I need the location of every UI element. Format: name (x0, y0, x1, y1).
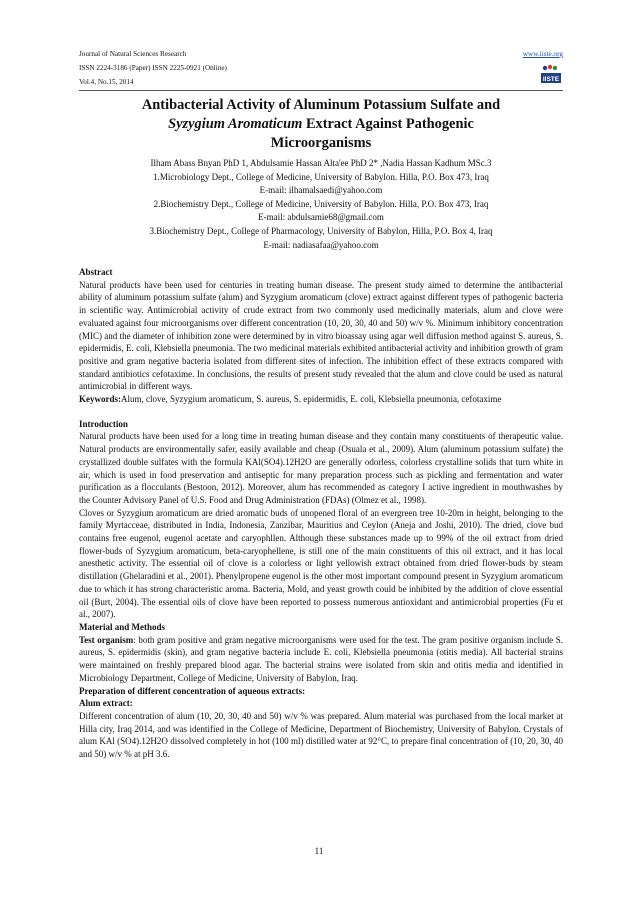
author-block (79, 157, 563, 252)
journal-url-link[interactable]: www.iiste.org (522, 50, 563, 58)
alum-extract-paragraph: Different concentration of alum (10, 20, 30, 40 and 50) w/v % was prepared. Alum material was purchased from the local market at Hilla city, Iraq 2014, and was identified in the College of Medicine, Department of Biochemistry, University of Babylon. Crystals of alum KAl (SO4).12H2O dissolved completely in hot (100 ml) distilled water at 92°C, to prepare final concentration of (10, 20, 30, 40 and 50) w/v % at pH 3.6. (79, 710, 563, 760)
email-1: E-mail: ilhamalsaedi@yahoo.com (259, 185, 383, 196)
affiliation-3: 3.Biochemistry Dept., College of Pharmacology, University of Babylon, Hilla, P.O. Box 4, Iraq (149, 225, 493, 236)
page-number: 11 (314, 846, 324, 856)
email-2: E-mail: abdulsamie68@gmail.com (258, 212, 384, 223)
affiliation-2: 2.Biochemistry Dept., College of Medicine, University of Babylon. Hilla, P.O. Box 473, Iraq (153, 198, 489, 209)
affiliation-1: 1.Microbiology Dept., College of Medicine, University of Babylon. Hilla, P.O. Box 473, Iraq (153, 171, 489, 182)
preparation-heading: Preparation of different concentration of aqueous extracts: (79, 685, 306, 696)
article-title: Antibacterial Activity of Aluminum Potassium Sulfate and Syzygium Aromaticum Extract Against Pathogenic Microorganisms (141, 97, 501, 151)
email-3: E-mail: nadiasafaa@yahoo.com (263, 239, 379, 250)
author-list: Ilham Abass Bnyan PhD 1, Abdulsamie Hassan Alta'ee PhD 2* ,Nadia Hassan Kadhum MSc.3 (150, 158, 492, 168)
introduction-heading: Introduction (79, 418, 128, 429)
introduction-paragraph-1: Natural products have been used for a long time in treating human disease and they contain many constituents of therapeutic value. Natural products are environmentally safer, easily available and cheap (Osuala et al., 2009). Alum (aluminum potassium sulfate) the crystallized double sulfates with the formula KAl(SO4).12H2O are generally odorless, colorless crystalline solids that turn white in air, which is used in food preservation and antiseptic for many preparation process such as pickling and fermentation and water purification as a flocculants (Bestoon, 2012). Moreover, alum has recommended as category I active ingredient in mouthwashes by the Counter Advisory Panel of U.S. Food and Drug Administration (FDAs) (Olmez et al., 1998). (79, 431, 563, 505)
abstract-heading: Abstract (79, 267, 113, 277)
header-divider (79, 90, 563, 91)
page-header (79, 47, 563, 89)
alum-extract-heading: Alum extract: (79, 698, 133, 709)
iiste-logo (538, 62, 564, 88)
article-body (79, 266, 563, 761)
introduction-paragraph-2: Cloves or Syzygium aromaticum are dried aromatic buds of unopened floral of an evergreen tree 10-20m in height, belonging to the family Myrtacceae, distributed in India, Indonesia, Zanzibar, Mauritius and Ceylon (Aneja and Joshi, 2010). The dried, clove bud contains free eugenol, eugenol acetate and caryophllen. Although these substances made up to 99% of the oil extract from dried flower-buds of Syzygium aromaticum, beta-caryophellene, is still one of the main constituents of this oil extract, and it has local anesthetic activity. The essential oil of clove is a colorless or light yellowish extract obtained from dried flower-buds by steam distillation (Ghelaradini et al., 2001). Phenylpropene eugenol is the other most important compound present in Syzygium aromaticum due to which it has strong characteristic aroma. Bacteria, Mold, and yeast growth could be inhibited by the addition of clove essential oil (Burt, 2004). The essential oils of clove have been reported to possess numerous antioxidant and antimicrobial properties (Fu et al., 2007). (79, 507, 563, 620)
journal-name: Journal of Natural Sciences Research (79, 50, 187, 58)
keywords: Keywords:Alum, clove, Syzygium aromaticum, S. aureus, S. epidermidis, E. coli, Klebsiella pneumonia, cefotaxime (79, 394, 502, 405)
logo-text: IISTE (542, 76, 560, 83)
issn: ISSN 2224-3186 (Paper) ISSN 2225-0921 (Online) (79, 64, 227, 72)
volume-info: Vol.4, No.15, 2014 (79, 78, 134, 86)
methods-heading: Material and Methods (79, 621, 165, 632)
test-organism-paragraph: Test organism: both gram positive and gram negative microorganisms were used for the test. The gram positive organism include S. aureus, S. epidermidis (skin), and gram negative bacteria include E. coli, Klebsiella pneumonia (otitis media). All bacterial strains were maintained on freshly prepared blood agar. The bacterial strains were isolated from skin and otitis media and identified in Microbiology Department, College of Medicine, University of Babylon, Iraq. (79, 634, 563, 683)
abstract-text: Natural products have been used for centuries in treating human disease. The present study aimed to determine the antibacterial ability of aluminum potassium sulfate (alum) and Syzygium aromaticum (clove) extract against different types of pathogenic bacteria in scientific way. Antimicrobial activity of crude extract from two commonly used medicinally materials, alum and clove were evaluated against four microorganisms over different concentration (10, 20, 30, 40 and 50) w/v %. Minimum inhibitory concentration (MIC) and the diameter of inhibition zone were determined by in vitro bioassay using agar well diffusion method against S. aureus, S. epidermidis, E. coli, Klebsiella pneumonia. The two medicinal materials exhibited antibacterial activity and inhibition growth of gram positive and gram negative bacteria isolated from different sites of infection. The inhibition effect of these extracts compared with standard antibiotics cefotaxime. In conclusions, the results of present study revealed that the alum and clove could be used as natural antimicrobial in different ways. (79, 279, 563, 392)
